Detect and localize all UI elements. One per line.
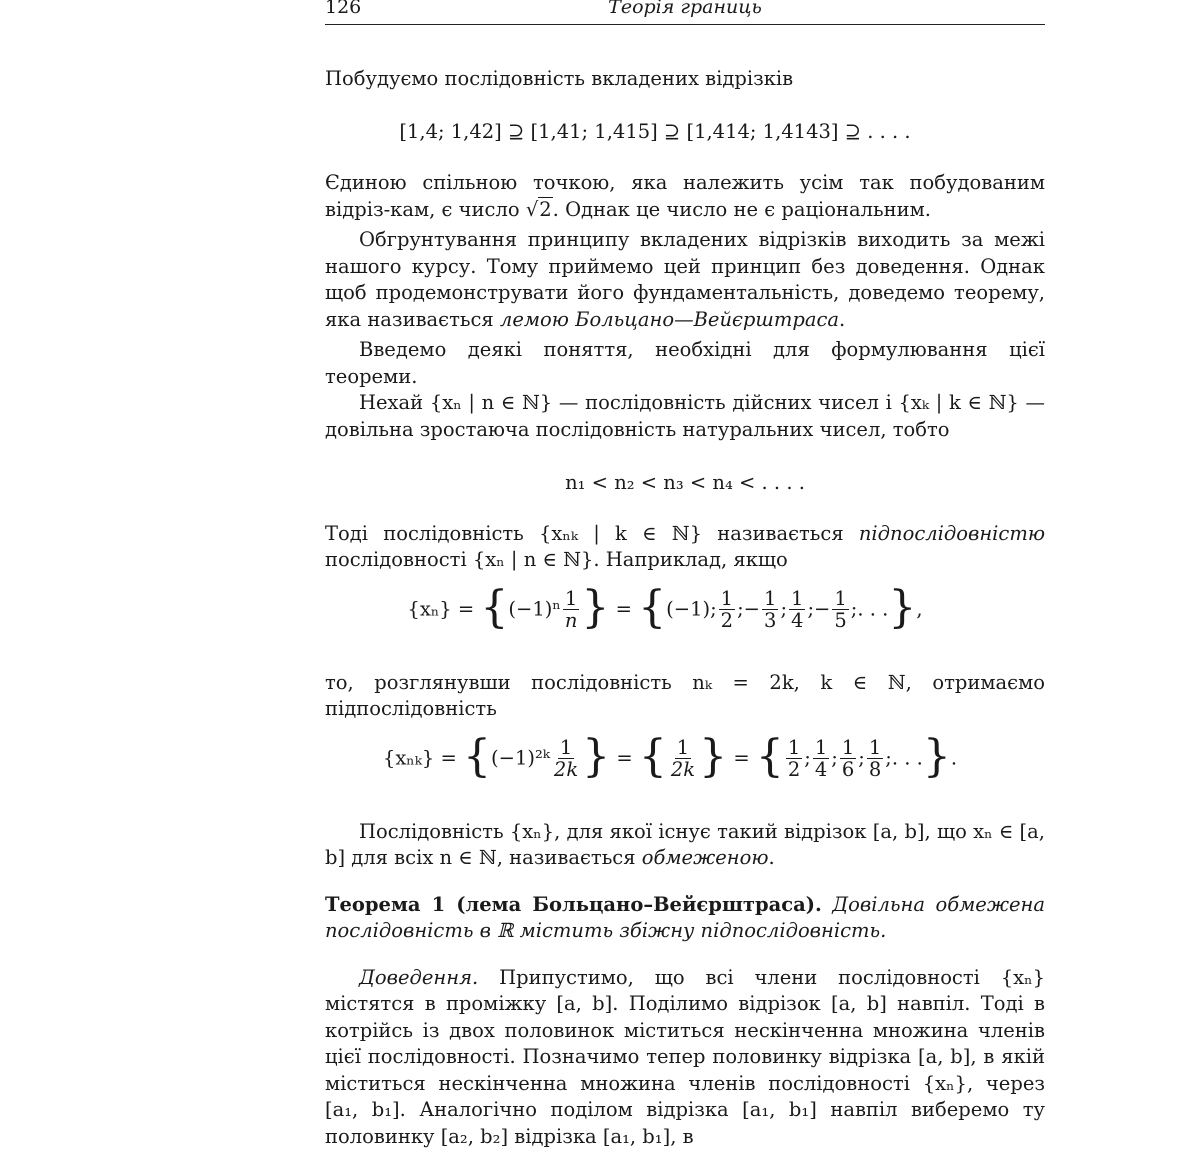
- page-number: 126: [325, 0, 361, 16]
- fraction-1-5: $\frac{1}{5}$: [832, 588, 848, 632]
- sqrt-expression: [526, 197, 553, 224]
- sqrt-sign: √: [526, 198, 538, 221]
- d4-part1: (−1)²ᵏ: [491, 746, 550, 769]
- sqrt-argument: 2: [538, 197, 552, 221]
- d3-eq: =: [616, 597, 632, 620]
- p3-term: лемою Больцано—Вейєрштраса: [500, 308, 839, 331]
- d3-lhs: {xₙ} =: [407, 597, 474, 620]
- d3-part1: (−1)ⁿ: [508, 597, 560, 620]
- fraction-1-3: $\frac{1}{3}$: [762, 588, 778, 632]
- left-brace: {: [480, 582, 508, 633]
- paragraph-4: Введемо деякі поняття, необхідні для формулювання цієї теореми.: [325, 337, 1045, 390]
- p6-after: послідовності {xₙ | n ∈ ℕ}. Наприклад, якщо: [325, 548, 788, 571]
- p8-term: обмеженою: [642, 846, 769, 869]
- fraction-1-2: $\frac{1}{2}$: [719, 588, 735, 632]
- paragraph-2: [325, 170, 1045, 223]
- proof: [325, 965, 1045, 1150]
- paragraph-1: Побудуємо послідовність вкладених відрізків: [325, 66, 1045, 93]
- p8-before: Послідовність {xₙ}, для якої існує такий відрізок [a, b], що xₙ ∈ [a, b] для всіх n ∈ ℕ, називається: [325, 820, 1045, 870]
- left-brace-2: {: [638, 582, 666, 633]
- running-header: [325, 0, 1045, 25]
- theorem-text: Довільна обмежена послідовність в ℝ містить збіжну підпослідовність.: [325, 893, 1045, 943]
- p6-before: Тоді послідовність {xₙₖ | k ∈ ℕ} називається: [325, 522, 859, 545]
- p2-after: . Однак це число не є раціональним.: [553, 198, 931, 221]
- paragraph-7: то, розглянувши послідовність nₖ = 2k, k ∈ ℕ, отримаємо підпослідовність: [325, 670, 1045, 723]
- running-title: Теорія границь: [325, 0, 1045, 16]
- fraction-1-4b: $\frac{1}{4}$: [813, 737, 829, 781]
- paragraph-3: [325, 227, 1045, 333]
- p6-term: підпослідовністю: [859, 522, 1045, 545]
- paragraph-5: Нехай {xₙ | n ∈ ℕ} — послідовність дійсних чисел і {xₖ | k ∈ ℕ} — довільна зростаюча послідовність натуральних чисел, тобто: [325, 390, 1045, 443]
- p2-before: Єдиною спільною точкою, яка належить усім так побудованим відріз-кам, є число: [325, 171, 1045, 221]
- right-brace-2: }: [888, 582, 916, 633]
- d4-lhs: {xₙₖ} =: [383, 746, 457, 769]
- p3-end: .: [839, 308, 845, 331]
- fraction-1-over-2k: $\frac{1}{2k}$: [552, 737, 580, 781]
- p3-text: Обгрунтування принципу вкладених відрізків виходить за межі нашого курсу. Тому приймемо цей принцип без доведення. Однак щоб продемонструвати його фундаментальність, доведемо теорему, яка називається: [325, 228, 1045, 331]
- fraction-1-6: $\frac{1}{6}$: [840, 737, 856, 781]
- proof-label: Доведення.: [359, 966, 478, 989]
- display-intervals: [1,4; 1,42] ⊇ [1,41; 1,415] ⊇ [1,414; 1,4143] ⊇ . . . .: [265, 119, 1045, 146]
- fraction-1-2b: $\frac{1}{2}$: [786, 737, 802, 781]
- fraction-1-4: $\frac{1}{4}$: [789, 588, 805, 632]
- paragraph-8: [325, 819, 1045, 872]
- right-brace: }: [581, 582, 609, 633]
- fraction-1-8: $\frac{1}{8}$: [867, 737, 883, 781]
- proof-text: Припустимо, що всі члени послідовності {xₙ} містятся в проміжку [a, b]. Поділимо відрізок [a, b] навпіл. Тоді в котрійсь із двох половинок міститься нескінченна множина членів цієї послідовності. Позначимо тепер половинку відрізка [a, b], в якій міститься нескінченна множина членів послідовності {xₙ}, через [a₁, b₁]. Аналогічно поділом відрізка [a₁, b₁] навпіл виберемо ту половинку [a₂, b₂] відрізка [a₁, b₁], в: [325, 966, 1045, 1148]
- p8-end: .: [769, 846, 775, 869]
- display-indices: n₁ < n₂ < n₃ < n₄ < . . . .: [325, 470, 1045, 497]
- paragraph-6: [325, 521, 1045, 574]
- d3-part2: (−1);: [666, 597, 717, 620]
- fraction-1-over-2k-b: $\frac{1}{2k}$: [669, 737, 697, 781]
- display-subsequence-example: {xₙₖ} = {(−1)²ᵏ $\frac{1}{2k}$ } = { $\frac{1}{2k}$ } = { $\frac{1}{2}$ ; $\frac{1}{4}$ ; $\frac{1}{6}$ ; $\frac{1}{8}$ ;. . .}.: [295, 737, 1045, 801]
- display-sequence-example: {xₙ} = {(−1)ⁿ $\frac{1}{n}$ } = {(−1); $\frac{1}{2}$ ;− $\frac{1}{3}$ ; $\frac{1}{4}$ ;− $\frac{1}{5}$ ;. . .},: [285, 588, 1045, 652]
- book-page: [325, 0, 1045, 1150]
- theorem-label: Теорема 1 (лема Больцано–Вейєрштраса).: [325, 893, 822, 916]
- theorem: [325, 892, 1045, 945]
- fraction-1-over-n: $\frac{1}{n}$: [563, 588, 580, 632]
